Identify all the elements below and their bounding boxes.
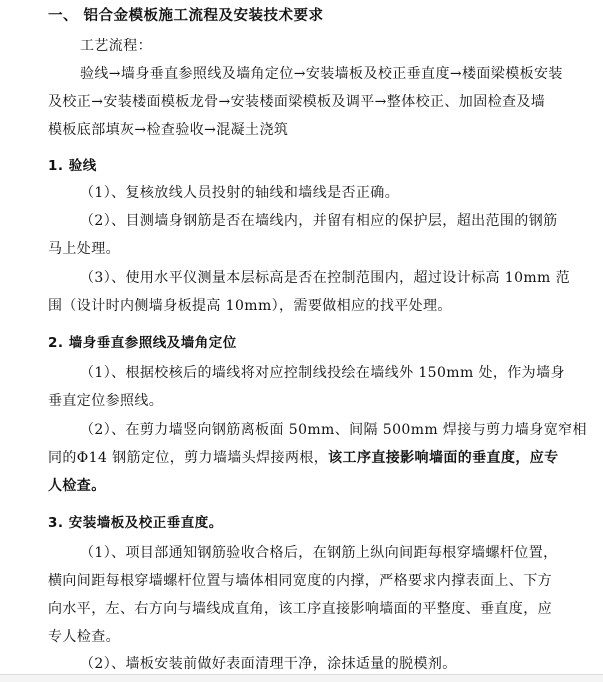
paragraph-line: （2）、目测墙身钢筋是否在墙线内，并留有相应的保护层，超出范围的钢筋 (80, 213, 558, 229)
paragraph-text: 同的Φ14 钢筋定位，剪力墙墙头焊接两根， (48, 450, 329, 466)
paragraph-line: 专人检查。 (48, 629, 120, 645)
process-line: 及校正→安装楼面模板龙骨→安装楼面梁模板及调平→整体校正、加固检查及墙 (48, 94, 546, 110)
paragraph-line: 马上处理。 (48, 241, 120, 257)
paragraph-line: 向水平，左、右方向与墙线成直角，该工序直接影响墙面的平整度、垂直度，应 (48, 601, 552, 617)
paragraph-line: （1）、根据校核后的墙线将对应控制线投绘在墙线外 150mm 处，作为墙身 (80, 365, 565, 381)
paragraph-line: （2）、在剪力墙竖向钢筋离板面 50mm、间隔 500mm 焊接与剪力墙身宽窄相 (80, 422, 587, 438)
main-heading: 一、 铝合金模板施工流程及安装技术要求 (48, 8, 324, 24)
paragraph-line (48, 448, 568, 468)
emphasis-text: 该工序直接影响墙面的垂直度，应专 (328, 450, 559, 466)
section-title-3: 3. 安装墙板及校正垂直度。 (48, 515, 223, 531)
paragraph-line: （2）、墙板安装前做好表面清理干净，涂抹适量的脱模剂。 (80, 656, 457, 672)
section-title-2: 2. 墙身垂直参照线及墙角定位 (48, 335, 237, 351)
paragraph-line: 围（设计时内侧墙身板提高 10mm），需要做相应的找平处理。 (48, 298, 452, 314)
section-title-1: 1. 验线 (48, 158, 97, 174)
process-line: 模板底部填灰→检查验收→混凝土浇筑 (48, 122, 289, 138)
paragraph-line: 横向间距每根穿墙螺杆位置与墙体相同宽度的内撑，严格要求内撑表面上、下方 (48, 573, 552, 589)
process-label: 工艺流程： (80, 38, 152, 54)
paragraph-line (48, 476, 568, 496)
paragraph-line: 垂直定位参照线。 (48, 393, 164, 409)
paragraph-line: （1）、复核放线人员投射的轴线和墙线是否正确。 (80, 185, 400, 201)
process-line: 验线→墙身垂直参照线及墙角定位→安装墙板及校正垂直度→楼面梁模板安装 (80, 66, 563, 82)
paragraph-line: （1）、项目部通知钢筋验收合格后，在钢筋上纵向间距每根穿墙螺杆位置， (80, 545, 558, 561)
paragraph-line: （3）、使用水平仪测量本层标高是否在控制范围内，超过设计标高 10mm 范 (80, 270, 570, 286)
emphasis-text: 人检查。 (48, 478, 106, 494)
